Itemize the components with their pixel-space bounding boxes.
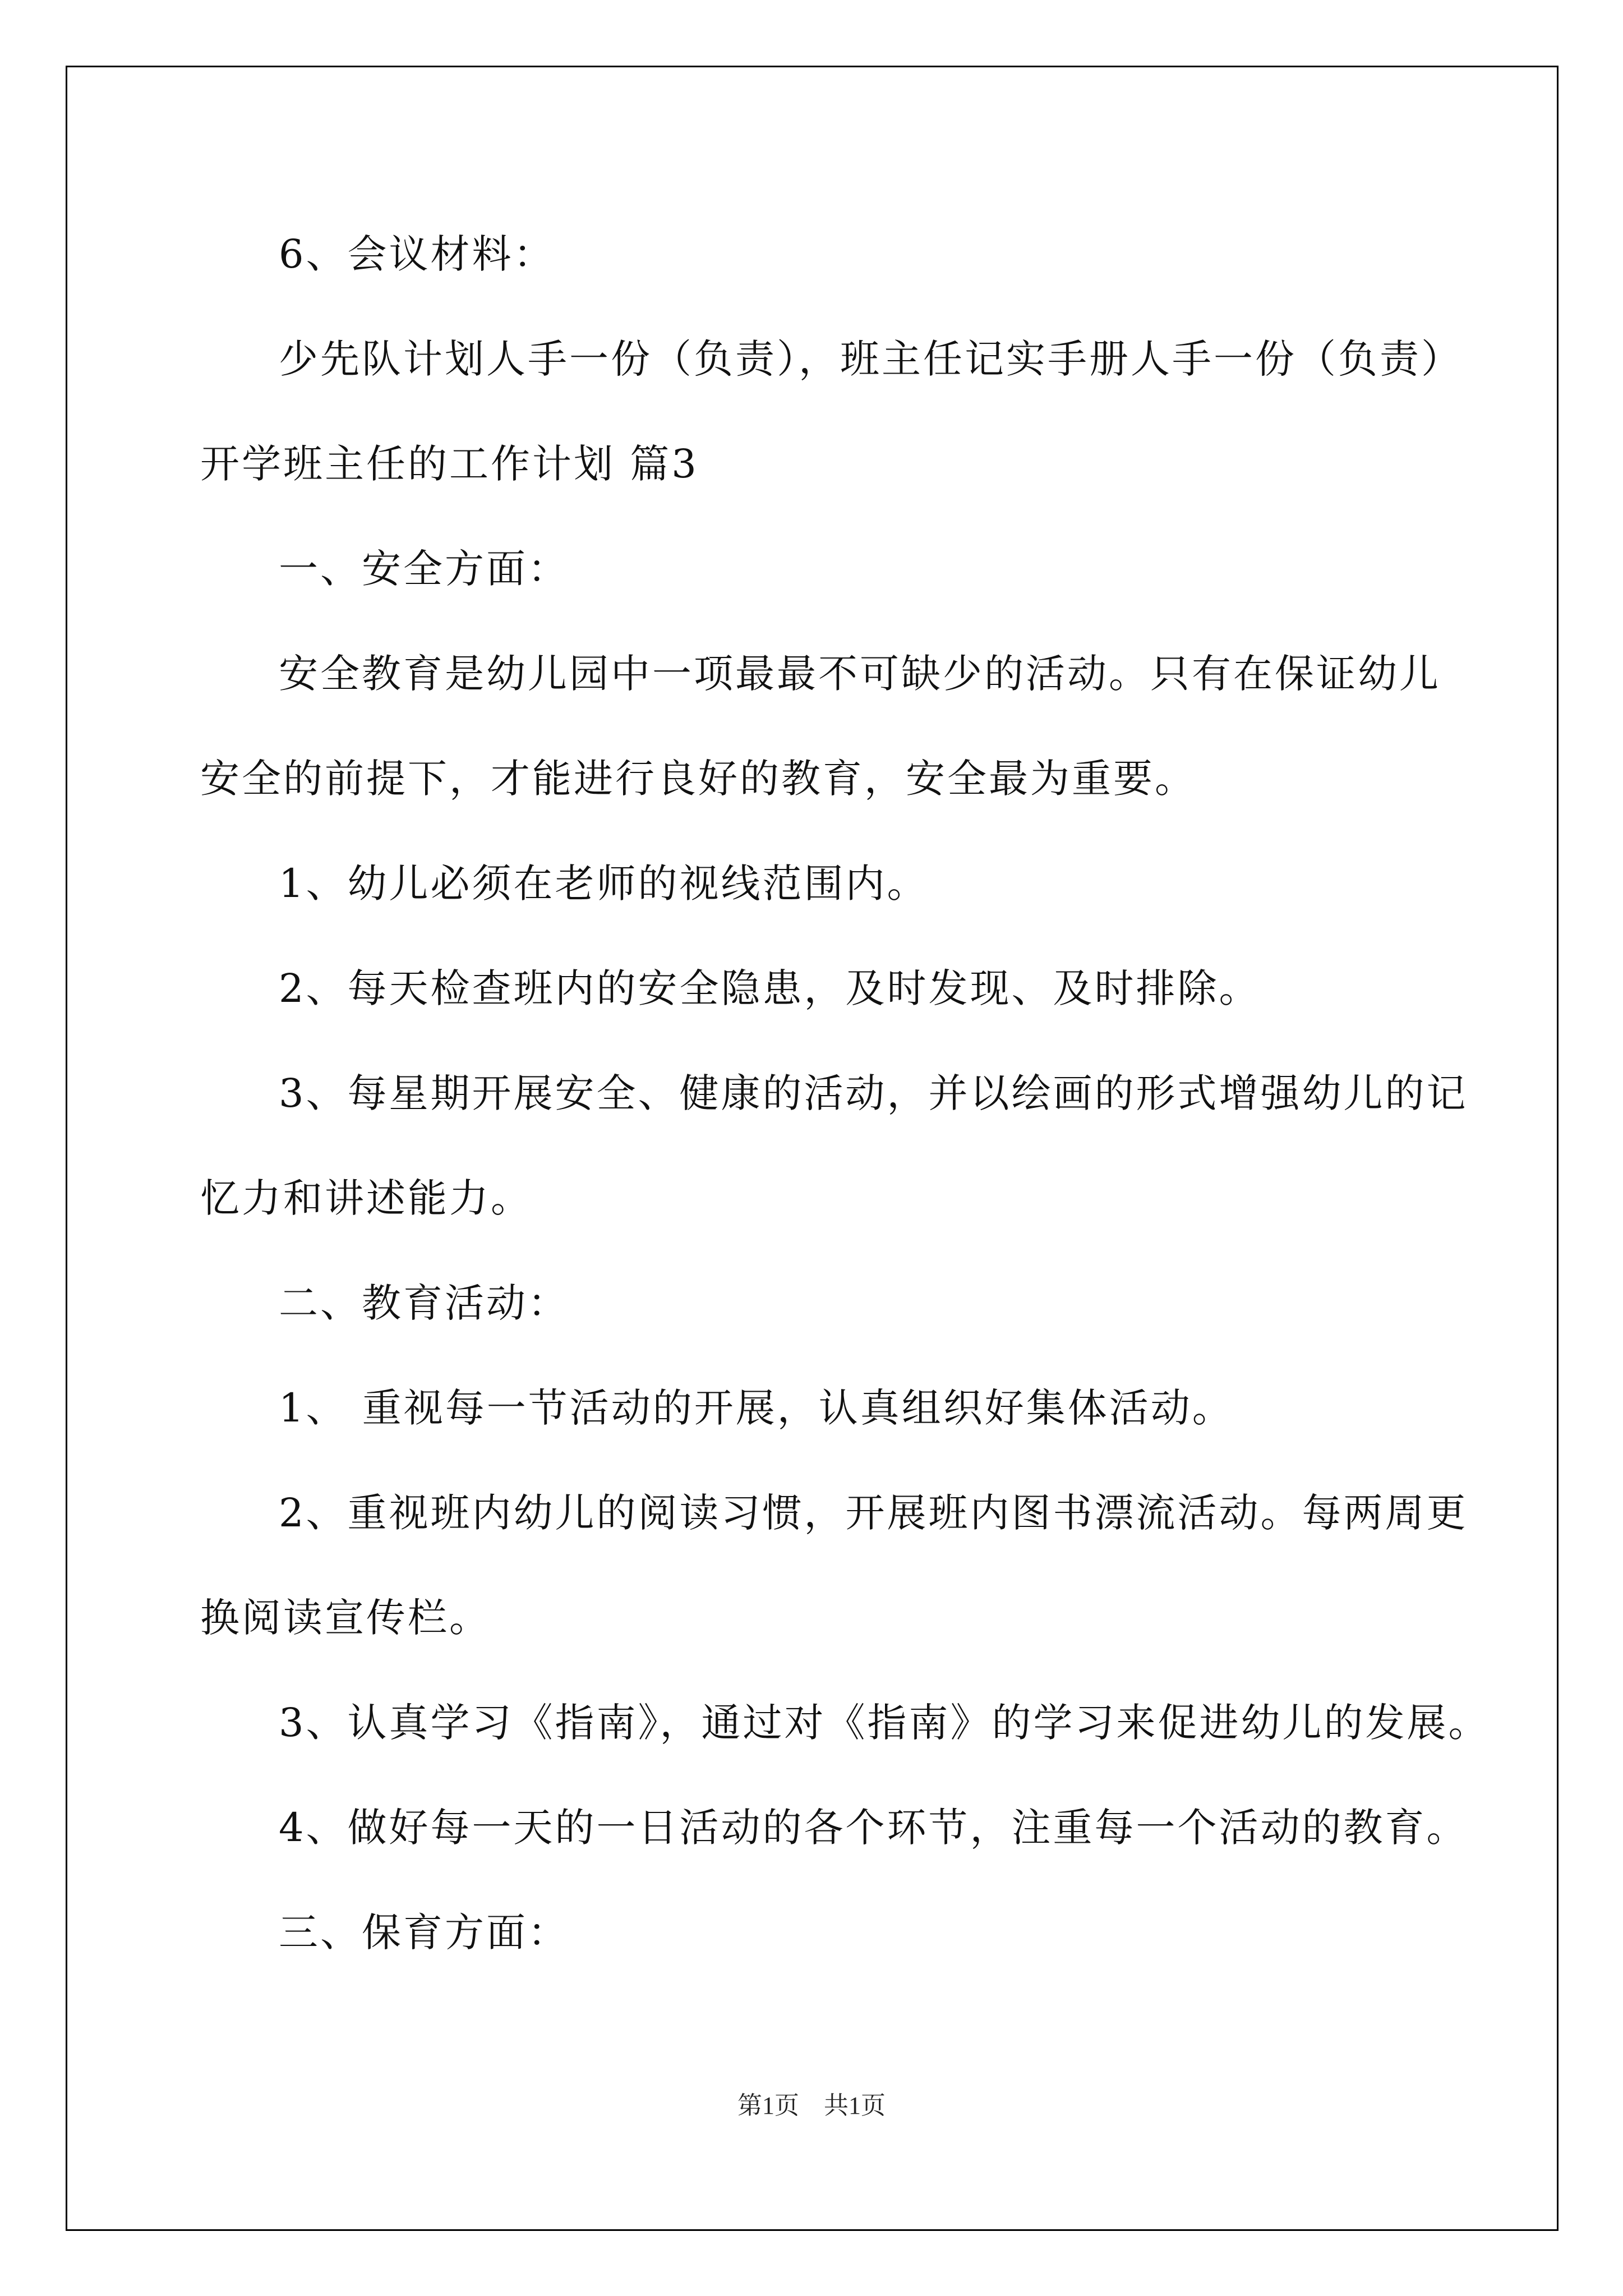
paragraph-line: 1、幼儿必须在老师的视线范围内。 [279, 861, 929, 907]
paragraph-line: 2、每天检查班内的安全隐患，及时发现、及时排除。 [279, 965, 1261, 1011]
paragraph-line: 4、做好每一天的一日活动的各个环节，注重每一个活动的教育。 [279, 1805, 1468, 1851]
paragraph-line: 忆力和讲述能力。 [200, 1175, 532, 1221]
paragraph-line: 二、教育活动： [279, 1280, 569, 1326]
paragraph-line: 安全的前提下，才能进行良好的教育，安全最为重要。 [200, 756, 1196, 802]
section-heading: 开学班主任的工作计划 篇3 [200, 441, 699, 487]
paragraph-line: 2、重视班内幼儿的阅读习惯，开展班内图书漂流活动。每两周更 [279, 1490, 1468, 1536]
page-border [66, 66, 1559, 2231]
paragraph-line: 三、保育方面： [279, 1910, 569, 1955]
paragraph-line: 3、认真学习《指南》，通过对《指南》的学习来促进幼儿的发展。 [279, 1700, 1490, 1746]
page-number: 第1页 共1页 [737, 2092, 886, 2119]
paragraph-line: 3、每星期开展安全、健康的活动，并以绘画的形式增强幼儿的记 [279, 1070, 1468, 1116]
paragraph-line: 安全教育是幼儿园中一项最最不可缺少的活动。只有在保证幼儿 [279, 651, 1441, 697]
paragraph-line: 6、会议材料： [279, 231, 555, 277]
paragraph-line: 少先队计划人手一份（负责），班主任记实手册人手一份（负责） [279, 336, 1463, 382]
paragraph-line: 换阅读宣传栏。 [200, 1595, 491, 1641]
paragraph-line: 一、安全方面： [279, 546, 569, 592]
paragraph-line: 1、 重视每一节活动的开展，认真组织好集体活动。 [279, 1385, 1234, 1431]
